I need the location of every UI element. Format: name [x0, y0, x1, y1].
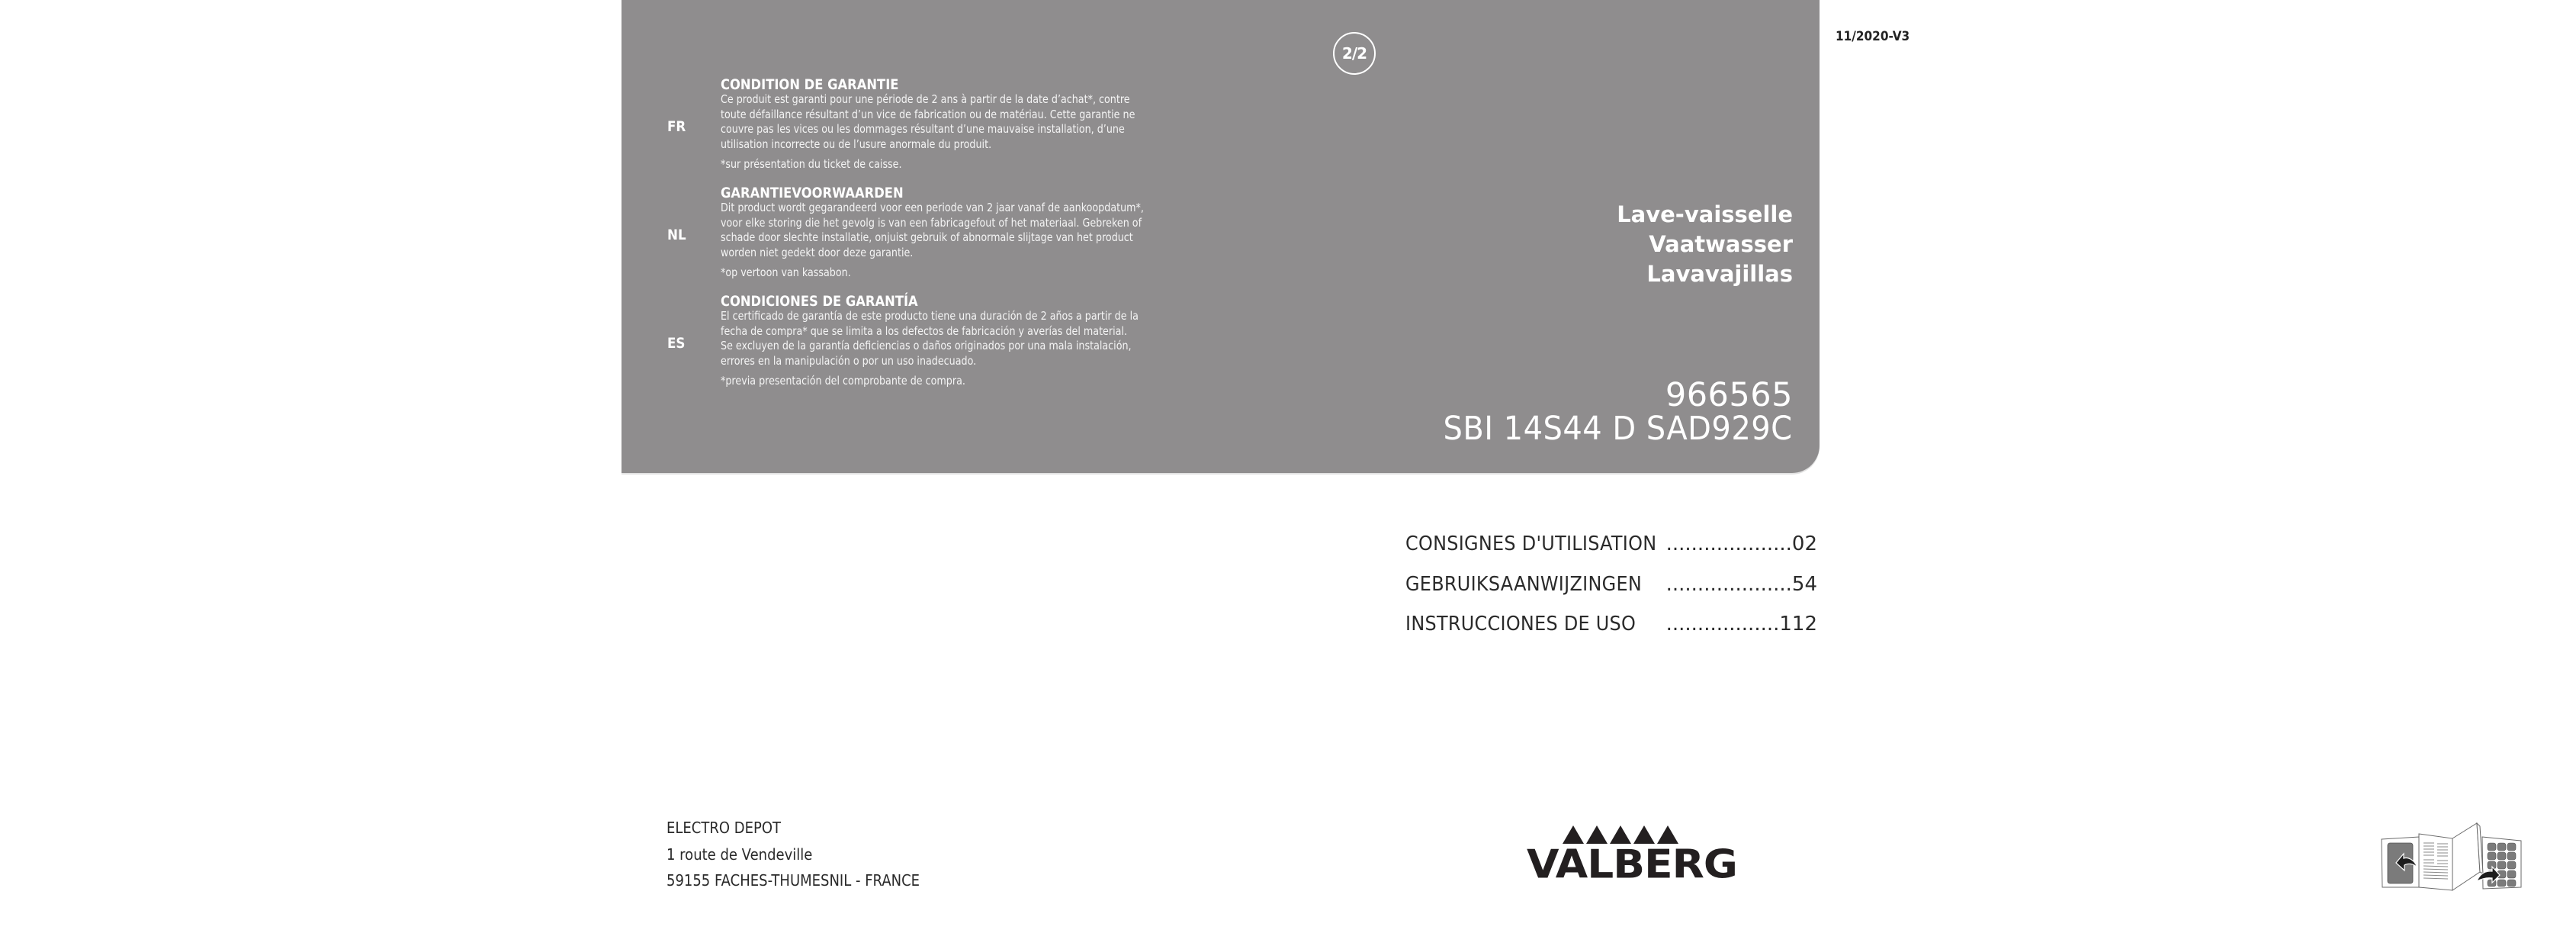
toc-page-number: ....................54 [1665, 572, 1817, 596]
product-name-nl: Vaatwasser [1649, 231, 1793, 257]
logo-wordmark: VALBERG [1527, 841, 1737, 888]
toc-page-number: ....................02 [1665, 533, 1817, 555]
language-code-nl: NL [667, 227, 686, 243]
triangle-icon [1657, 825, 1678, 844]
language-code-es: ES [667, 335, 686, 352]
toc-entry-fr[interactable] [1405, 533, 1817, 573]
table-of-contents [1405, 533, 1817, 653]
warranty-section-nl [721, 185, 1254, 280]
warranty-line: El certificado de garantía de este producto tiene una duración de 2 años a partir de la [721, 309, 1139, 323]
warranty-line: couvre pas les vices ou les dommages résultant d’une mauvaise installation, d’une [721, 122, 1125, 137]
language-code-fr: FR [667, 118, 686, 135]
valberg-logo [1525, 824, 1737, 888]
warranty-footnote: *op vertoon van kassabon. [721, 265, 851, 279]
warranty-line: Ce produit est garanti pour une période de 2 ans à partir de la date d’achat*, contre [721, 92, 1130, 106]
product-type-names [1617, 200, 1793, 289]
address-street: 1 route de Vendeville [666, 845, 813, 864]
toc-label: GEBRUIKSAANWIJZINGEN [1405, 572, 1643, 596]
warranty-footnote: *sur présentation du ticket de caisse. [721, 156, 902, 171]
product-model: SBI 14S44 D SAD929C [1443, 410, 1793, 448]
warranty-body [721, 92, 1254, 153]
warranty-heading: GARANTIEVOORWAARDEN [721, 185, 904, 201]
open-manual-booklet-icon [2379, 820, 2524, 893]
toc-page-number: ..................112 [1665, 613, 1817, 635]
warranty-body [721, 309, 1254, 369]
warranty-line: fecha de compra* que se limita a los defectos de fabricación y averías del material. [721, 323, 1127, 338]
document-version: 11/2020-V3 [1836, 29, 1910, 44]
triangle-icon [1633, 825, 1655, 844]
warranty-footnote: *previa presentación del comprobante de compra. [721, 373, 965, 388]
triangle-icon [1610, 825, 1631, 844]
triangle-icon [1586, 825, 1608, 844]
address-company: ELECTRO DEPOT [666, 819, 781, 837]
product-reference: 966565 [1665, 376, 1793, 414]
model-identification [1417, 378, 1793, 446]
triangle-icon [1563, 825, 1584, 844]
warranty-line: toute défaillance résultant d’un vice de fabrication ou de matériau. Cette garantie ne [721, 107, 1135, 121]
warranty-line: errores en la manipulación o por un uso inadecuado. [721, 354, 977, 368]
product-name-es: Lavavajillas [1646, 261, 1793, 287]
company-address [666, 815, 948, 894]
address-city: 59155 FACHES-THUMESNIL - FRANCE [666, 871, 920, 890]
warranty-heading: CONDICIONES DE GARANTÍA [721, 293, 918, 310]
warranty-section-es [721, 294, 1254, 388]
toc-entry-es[interactable] [1405, 613, 1817, 653]
toc-label: CONSIGNES D'UTILISATION [1405, 533, 1657, 555]
warranty-body [721, 201, 1254, 261]
warranty-section-fr [721, 77, 1254, 172]
warranty-heading: CONDITION DE GARANTIE [721, 76, 899, 93]
warranty-line: Dit product wordt gegarandeerd voor een periode van 2 jaar vanaf de aankoopdatum*, [721, 201, 1144, 214]
product-name-fr: Lave-vaisselle [1617, 201, 1793, 227]
toc-entry-nl[interactable] [1405, 573, 1817, 613]
toc-label: INSTRUCCIONES DE USO [1405, 613, 1636, 635]
warranty-line: schade door slechte installatie, onjuist gebruik of abnormale slijtage van het product [721, 230, 1133, 245]
page-number-badge: 2/2 [1333, 32, 1376, 75]
warranty-line: worden niet gedekt door deze garantie. [721, 246, 914, 260]
warranty-line: voor elke storing die het gevolg is van een fabricagefout of het materiaal. Gebreken of [721, 215, 1142, 230]
warranty-line: Se excluyen de la garantía deficiencias o daños originados por una mala instalación, [721, 339, 1132, 353]
warranty-line: utilisation incorrecte ou de l’usure anormale du produit. [721, 137, 992, 152]
